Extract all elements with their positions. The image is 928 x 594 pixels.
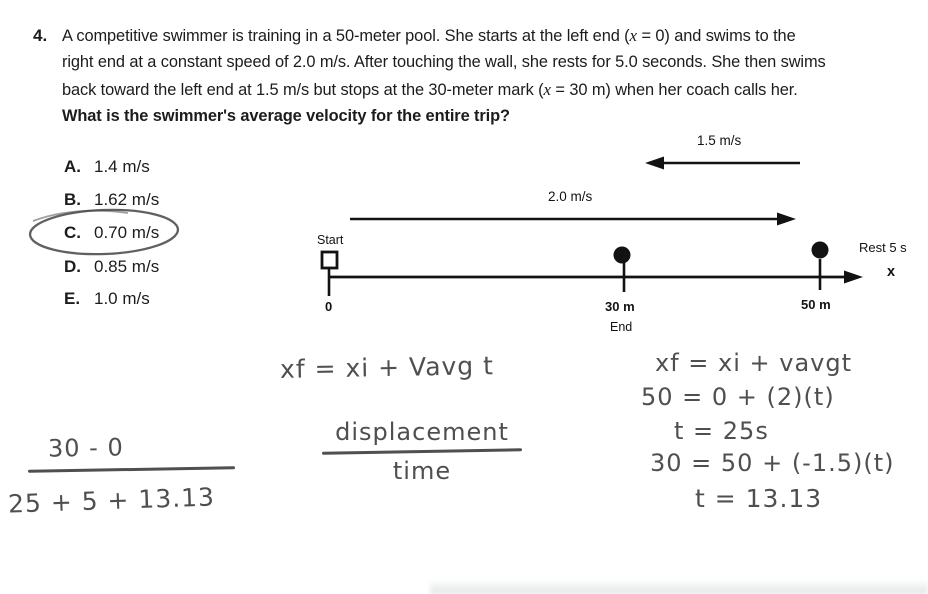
right-arrowhead-icon (777, 213, 796, 226)
position-axis (322, 242, 863, 297)
question-prompt: What is the swimmer's average velocity for the entire trip? (62, 107, 510, 125)
hw-fraction-denominator: time (392, 456, 452, 485)
question-number: 4. (33, 26, 48, 45)
math-variable-x: x (629, 26, 637, 45)
choice-a (64, 157, 150, 177)
choice-c (64, 223, 159, 243)
origin-tick-label: 0 (325, 299, 333, 314)
choice-letter: A. (64, 157, 81, 176)
rest-label: Rest 5 s (859, 240, 907, 255)
choice-b (64, 190, 159, 210)
left-arrowhead-icon (645, 157, 664, 170)
choice-letter: E. (64, 289, 81, 308)
hw-right-line-3: t = 25s (674, 417, 769, 445)
forward-velocity-arrow (350, 213, 796, 226)
hw-fraction-bar (322, 448, 522, 454)
choice-d (64, 257, 159, 277)
start-square-icon (322, 252, 337, 268)
question-text-segment: = 30 m) when her coach calls her. (550, 81, 798, 99)
end-label: End (610, 320, 633, 334)
scan-shadow-artifact (430, 579, 928, 594)
hw-kinematics-formula: xf = xi + Vavg t (279, 351, 495, 384)
question-line-1 (62, 26, 796, 46)
forward-speed-label: 2.0 m/s (548, 189, 593, 204)
hw-fraction-numerator: displacement (335, 418, 509, 446)
hw-velocity-definition-fraction (322, 418, 522, 485)
question-text-segment: back toward the left end at 1.5 m/s but stops at the 30-meter mark ( (62, 81, 544, 99)
choice-e (64, 289, 150, 309)
hw-left-denominator: 25 + 5 + 13.13 (7, 482, 216, 519)
mark-50m-label: 50 m (801, 297, 831, 312)
hw-right-line-5: t = 13.13 (695, 484, 823, 513)
axis-arrowhead-icon (844, 271, 863, 284)
axis-label: x (887, 264, 896, 280)
question-text-segment: = 0) and swims to the (637, 27, 796, 45)
hw-left-fraction-bar (28, 466, 235, 472)
choice-letter: B. (64, 190, 81, 209)
question-text-segment: A competitive swimmer is training in a 50-meter pool. She starts at the left end ( (62, 27, 630, 45)
hw-right-line-4: 30 = 50 + (-1.5)(t) (650, 449, 895, 477)
choice-letter: D. (64, 257, 81, 276)
hw-left-numerator: 30 - 0 (47, 433, 124, 463)
math-variable-x: x (543, 80, 551, 99)
return-speed-label: 1.5 m/s (697, 133, 742, 148)
rest-position-dot-icon (812, 242, 829, 259)
question-line-3 (62, 80, 798, 100)
end-position-dot-icon (614, 247, 631, 264)
mark-30m-label: 30 m (605, 299, 635, 314)
pencil-circle-overlap (33, 211, 128, 221)
choice-value: 1.62 m/s (94, 190, 160, 209)
hw-right-line-1: xf = xi + vavgt (655, 349, 853, 377)
return-velocity-arrow (645, 157, 800, 170)
start-label: Start (317, 233, 344, 247)
choice-letter: C. (64, 223, 81, 242)
choice-value: 1.0 m/s (94, 289, 150, 308)
choice-value: 1.4 m/s (94, 157, 150, 176)
hw-right-line-2: 50 = 0 + (2)(t) (641, 383, 835, 411)
choice-value: 0.85 m/s (94, 257, 160, 276)
question-line-2: right end at a constant speed of 2.0 m/s. After touching the wall, she rests for 5.0 seconds. She then swims (62, 53, 826, 71)
choice-value: 0.70 m/s (94, 223, 160, 242)
